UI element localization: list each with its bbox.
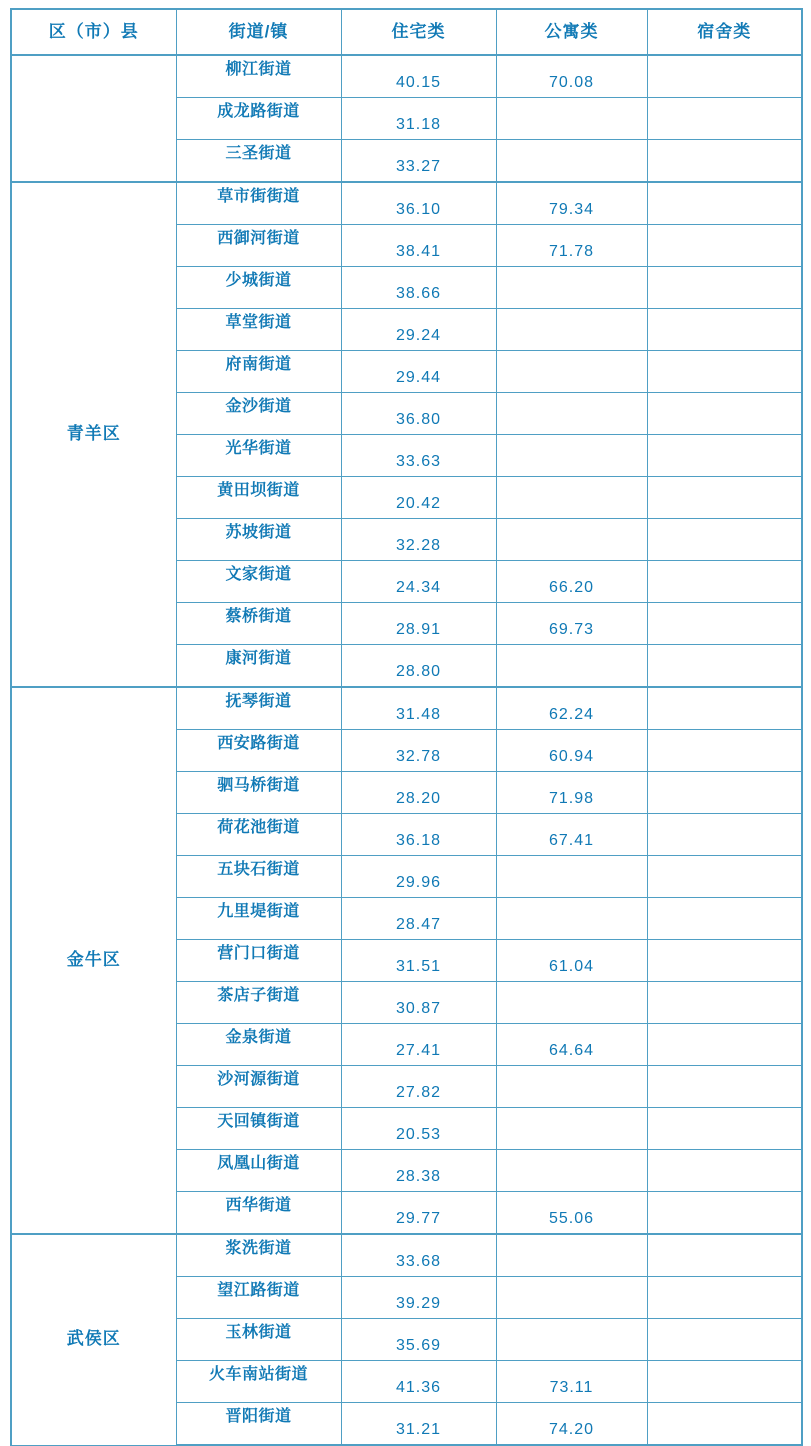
apartment-value-cell: 71.98	[496, 772, 647, 814]
street-cell: 成龙路街道	[176, 98, 341, 140]
apartment-value-cell	[496, 519, 647, 561]
dormitory-value-cell	[647, 561, 802, 603]
street-cell: 蔡桥街道	[176, 603, 341, 645]
dormitory-value-cell	[647, 1361, 802, 1403]
apartment-value-cell	[496, 393, 647, 435]
column-header-residential: 住宅类	[341, 9, 496, 55]
column-header-district: 区（市）县	[11, 9, 176, 55]
residential-value-cell: 35.69	[341, 1319, 496, 1361]
street-cell: 五块石街道	[176, 856, 341, 898]
apartment-value-cell	[496, 1108, 647, 1150]
dormitory-value-cell	[647, 1234, 802, 1277]
apartment-value-cell: 62.24	[496, 687, 647, 730]
apartment-value-cell: 61.04	[496, 940, 647, 982]
street-cell: 营门口街道	[176, 940, 341, 982]
street-cell: 沙河源街道	[176, 1066, 341, 1108]
street-cell: 火车南站街道	[176, 1361, 341, 1403]
rent-standard-table	[10, 8, 803, 1446]
apartment-value-cell	[496, 1234, 647, 1277]
street-cell: 金沙街道	[176, 393, 341, 435]
district-cell: 青羊区	[11, 182, 176, 687]
residential-value-cell: 33.68	[341, 1234, 496, 1277]
table-header-row	[11, 9, 802, 55]
street-cell: 西安路街道	[176, 730, 341, 772]
dormitory-value-cell	[647, 140, 802, 183]
table-header	[11, 9, 802, 55]
street-cell: 金泉街道	[176, 1024, 341, 1066]
residential-value-cell: 33.63	[341, 435, 496, 477]
street-cell: 草堂街道	[176, 309, 341, 351]
dormitory-value-cell	[647, 856, 802, 898]
street-cell: 九里堤街道	[176, 898, 341, 940]
apartment-value-cell	[496, 140, 647, 183]
residential-value-cell: 31.18	[341, 98, 496, 140]
residential-value-cell: 29.24	[341, 309, 496, 351]
street-cell: 望江路街道	[176, 1277, 341, 1319]
apartment-value-cell: 60.94	[496, 730, 647, 772]
dormitory-value-cell	[647, 814, 802, 856]
district-cell: 金牛区	[11, 687, 176, 1234]
residential-value-cell: 28.47	[341, 898, 496, 940]
street-cell: 浆洗街道	[176, 1234, 341, 1277]
apartment-value-cell	[496, 98, 647, 140]
residential-value-cell: 31.48	[341, 687, 496, 730]
dormitory-value-cell	[647, 393, 802, 435]
table-row	[11, 182, 802, 225]
apartment-value-cell	[496, 1066, 647, 1108]
dormitory-value-cell	[647, 603, 802, 645]
street-cell: 柳江街道	[176, 55, 341, 98]
street-cell: 凤凰山街道	[176, 1150, 341, 1192]
street-cell: 文家街道	[176, 561, 341, 603]
street-cell: 黄田坝街道	[176, 477, 341, 519]
residential-value-cell: 28.80	[341, 645, 496, 688]
dormitory-value-cell	[647, 1277, 802, 1319]
street-cell: 西华街道	[176, 1192, 341, 1235]
dormitory-value-cell	[647, 1066, 802, 1108]
dormitory-value-cell	[647, 1319, 802, 1361]
dormitory-value-cell	[647, 1403, 802, 1446]
residential-value-cell: 29.44	[341, 351, 496, 393]
apartment-value-cell	[496, 351, 647, 393]
dormitory-value-cell	[647, 730, 802, 772]
street-cell: 西御河街道	[176, 225, 341, 267]
street-cell: 三圣街道	[176, 140, 341, 183]
street-cell: 少城街道	[176, 267, 341, 309]
apartment-value-cell: 66.20	[496, 561, 647, 603]
street-cell: 康河街道	[176, 645, 341, 688]
street-cell: 抚琴街道	[176, 687, 341, 730]
apartment-value-cell: 67.41	[496, 814, 647, 856]
apartment-value-cell: 55.06	[496, 1192, 647, 1235]
residential-value-cell: 36.18	[341, 814, 496, 856]
residential-value-cell: 31.51	[341, 940, 496, 982]
table-row	[11, 687, 802, 730]
street-cell: 苏坡街道	[176, 519, 341, 561]
dormitory-value-cell	[647, 477, 802, 519]
dormitory-value-cell	[647, 1108, 802, 1150]
dormitory-value-cell	[647, 1024, 802, 1066]
dormitory-value-cell	[647, 645, 802, 688]
dormitory-value-cell	[647, 182, 802, 225]
street-cell: 驷马桥街道	[176, 772, 341, 814]
residential-value-cell: 32.78	[341, 730, 496, 772]
apartment-value-cell	[496, 1150, 647, 1192]
apartment-value-cell	[496, 435, 647, 477]
street-cell: 府南街道	[176, 351, 341, 393]
apartment-value-cell: 64.64	[496, 1024, 647, 1066]
dormitory-value-cell	[647, 1150, 802, 1192]
residential-value-cell: 40.15	[341, 55, 496, 98]
apartment-value-cell	[496, 645, 647, 688]
residential-value-cell: 39.29	[341, 1277, 496, 1319]
dormitory-value-cell	[647, 687, 802, 730]
residential-value-cell: 33.27	[341, 140, 496, 183]
street-cell: 荷花池街道	[176, 814, 341, 856]
residential-value-cell: 38.41	[341, 225, 496, 267]
residential-value-cell: 20.53	[341, 1108, 496, 1150]
residential-value-cell: 28.20	[341, 772, 496, 814]
residential-value-cell: 32.28	[341, 519, 496, 561]
dormitory-value-cell	[647, 98, 802, 140]
dormitory-value-cell	[647, 940, 802, 982]
apartment-value-cell: 69.73	[496, 603, 647, 645]
street-cell: 茶店子街道	[176, 982, 341, 1024]
apartment-value-cell: 73.11	[496, 1361, 647, 1403]
apartment-value-cell	[496, 1319, 647, 1361]
district-cell	[11, 55, 176, 182]
residential-value-cell: 29.77	[341, 1192, 496, 1235]
residential-value-cell: 30.87	[341, 982, 496, 1024]
dormitory-value-cell	[647, 309, 802, 351]
table-row	[11, 55, 802, 98]
residential-value-cell: 20.42	[341, 477, 496, 519]
dormitory-value-cell	[647, 225, 802, 267]
street-cell: 晋阳街道	[176, 1403, 341, 1446]
dormitory-value-cell	[647, 351, 802, 393]
apartment-value-cell	[496, 1277, 647, 1319]
apartment-value-cell	[496, 267, 647, 309]
column-header-dormitory: 宿舍类	[647, 9, 802, 55]
residential-value-cell: 38.66	[341, 267, 496, 309]
dormitory-value-cell	[647, 55, 802, 98]
apartment-value-cell	[496, 982, 647, 1024]
dormitory-value-cell	[647, 1192, 802, 1235]
dormitory-value-cell	[647, 519, 802, 561]
district-cell: 武侯区	[11, 1234, 176, 1445]
apartment-value-cell: 71.78	[496, 225, 647, 267]
residential-value-cell: 28.91	[341, 603, 496, 645]
table-row	[11, 1234, 802, 1277]
apartment-value-cell: 79.34	[496, 182, 647, 225]
dormitory-value-cell	[647, 898, 802, 940]
street-cell: 玉林街道	[176, 1319, 341, 1361]
column-header-street: 街道/镇	[176, 9, 341, 55]
column-header-apartment: 公寓类	[496, 9, 647, 55]
dormitory-value-cell	[647, 982, 802, 1024]
dormitory-value-cell	[647, 267, 802, 309]
apartment-value-cell: 74.20	[496, 1403, 647, 1446]
table-body	[11, 55, 802, 1445]
residential-value-cell: 41.36	[341, 1361, 496, 1403]
residential-value-cell: 28.38	[341, 1150, 496, 1192]
residential-value-cell: 31.21	[341, 1403, 496, 1446]
dormitory-value-cell	[647, 435, 802, 477]
apartment-value-cell: 70.08	[496, 55, 647, 98]
apartment-value-cell	[496, 898, 647, 940]
residential-value-cell: 29.96	[341, 856, 496, 898]
residential-value-cell: 24.34	[341, 561, 496, 603]
street-cell: 草市街街道	[176, 182, 341, 225]
street-cell: 光华街道	[176, 435, 341, 477]
dormitory-value-cell	[647, 772, 802, 814]
residential-value-cell: 27.82	[341, 1066, 496, 1108]
residential-value-cell: 27.41	[341, 1024, 496, 1066]
apartment-value-cell	[496, 309, 647, 351]
residential-value-cell: 36.80	[341, 393, 496, 435]
residential-value-cell: 36.10	[341, 182, 496, 225]
street-cell: 天回镇街道	[176, 1108, 341, 1150]
apartment-value-cell	[496, 477, 647, 519]
apartment-value-cell	[496, 856, 647, 898]
